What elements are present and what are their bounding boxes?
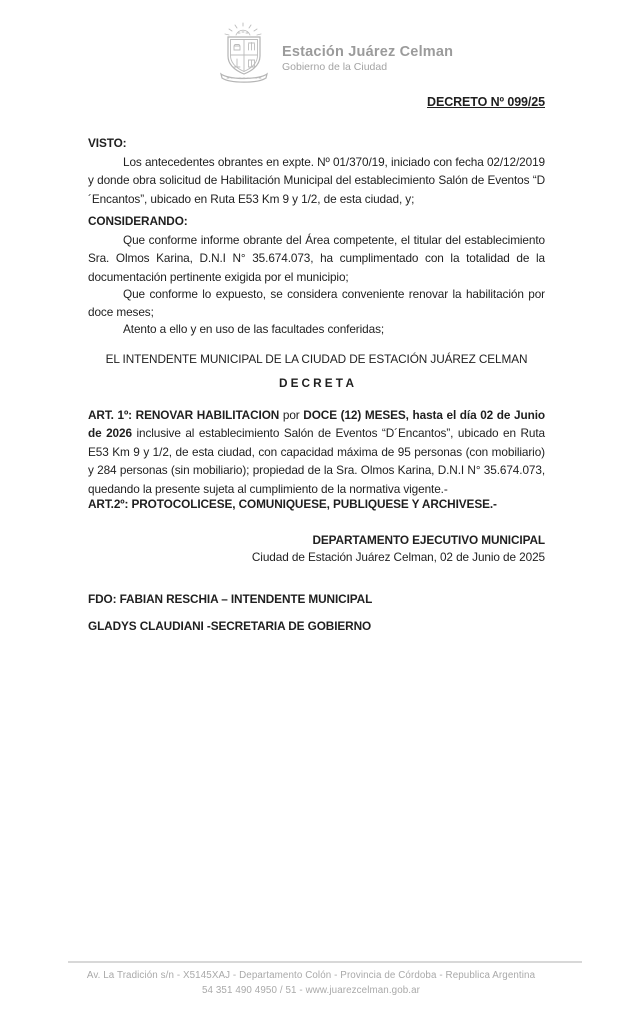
org-subtitle: Gobierno de la Ciudad (282, 61, 388, 73)
article-1-paragraph: ART. 1º: RENOVAR HABILITACION por DOCE (12) MESES, hasta el día 02 de Junio de 2026 inclusive al establecimiento Salón de Eventos “D´Encantos”, ubicado en Ruta E53 Km 9 y 1/2, de esta ciudad, con capacidad máxima de 95 personas (con mobiliario) y 284 personas (sin mobiliario); propiedad de la Sra. Olmos Karina, D.N.I N° 35.674.073, quedando la presente sujeta al cumplimiento de la normativa vigente.- (88, 408, 545, 496)
authority-line: EL INTENDENTE MUNICIPAL DE LA CIUDAD DE ESTACIÓN JUÁREZ CELMAN (105, 352, 528, 366)
considerando-paragraph-2: Que conforme lo expuesto, se considera conveniente renovar la habilitación por doce meses; (88, 287, 545, 320)
signature-line-secretaria: GLADYS CLAUDIANI -SECRETARIA DE GOBIERNO (88, 619, 372, 633)
visto-heading: VISTO: (88, 136, 127, 150)
footer (0, 969, 622, 998)
footer-divider (68, 961, 582, 963)
coat-of-arms-icon (218, 22, 270, 88)
footer-contact-line: 54 351 490 4950 / 51 - www.juarezcelman.gob.ar (201, 984, 421, 996)
decreta-heading: D E C R E T A (279, 376, 354, 390)
article-2-line: ART.2º: PROTOCOLICESE, COMUNIQUESE, PUBLIQUESE Y ARCHIVESE.- (88, 497, 497, 511)
decree-number: DECRETO Nº 099/25 (427, 95, 545, 109)
considerando-paragraph-1: Que conforme informe obrante del Área competente, el titular del establecimiento Sra. Olmos Karina, D.N.I N° 35.674.073, ha cumplimentado con la totalidad de la documentación pertinente exigida por el municipio; (88, 233, 545, 284)
place-date-line: Ciudad de Estación Juárez Celman, 02 de Junio de 2025 (251, 550, 545, 564)
org-name: Estación Juárez Celman (282, 44, 454, 60)
atento-line: Atento a ello y en uso de las facultades conferidas; (123, 322, 385, 336)
visto-paragraph: Los antecedentes obrantes en expte. Nº 01/370/19, iniciado con fecha 02/12/2019 y donde obra solicitud de Habilitación Municipal del establecimiento Salón de Eventos “D´Encantos”, ubicado en Ruta E53 Km 9 y 1/2, de esta ciudad, y; (88, 155, 545, 206)
department-line: DEPARTAMENTO EJECUTIVO MUNICIPAL (312, 533, 545, 547)
considerando-heading: CONSIDERANDO: (88, 214, 188, 228)
decree-number-line (88, 93, 545, 111)
org-identity (282, 44, 453, 73)
signature-line-intendente: FDO: FABIAN RESCHIA – INTENDENTE MUNICIPAL (88, 592, 373, 606)
footer-address-line: Av. La Tradición s/n - X5145XAJ - Departamento Colón - Provincia de Córdoba - Republica Argentina (86, 970, 536, 981)
